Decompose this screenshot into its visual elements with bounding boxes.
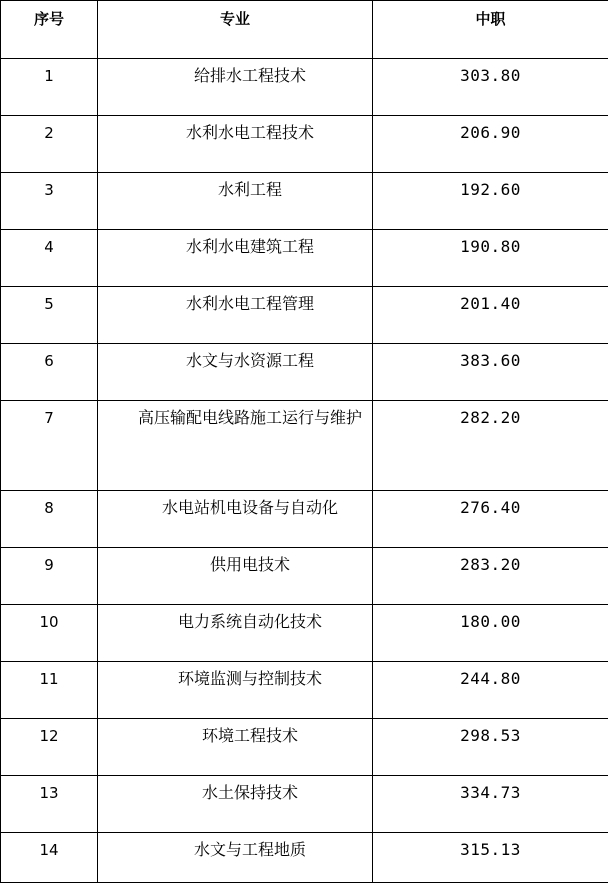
table-row xyxy=(1,491,608,548)
table-row xyxy=(1,548,608,605)
row-fee: 383.60 xyxy=(373,344,608,401)
row-seq: 14 xyxy=(1,833,98,883)
table-row xyxy=(1,833,608,883)
table-row xyxy=(1,401,608,491)
row-major: 水土保持技术 xyxy=(98,776,373,833)
table-row xyxy=(1,344,608,401)
row-major: 水利水电工程技术 xyxy=(98,116,373,173)
row-seq: 3 xyxy=(1,173,98,230)
row-fee: 244.80 xyxy=(373,662,608,719)
row-fee: 303.80 xyxy=(373,59,608,116)
row-seq: 7 xyxy=(1,401,98,491)
row-fee: 298.53 xyxy=(373,719,608,776)
row-major: 水利工程 xyxy=(98,173,373,230)
row-major: 水文与水资源工程 xyxy=(98,344,373,401)
row-seq: 13 xyxy=(1,776,98,833)
row-fee: 206.90 xyxy=(373,116,608,173)
header-fee: 中职 xyxy=(373,1,608,59)
row-seq: 12 xyxy=(1,719,98,776)
row-fee: 192.60 xyxy=(373,173,608,230)
header-seq: 序号 xyxy=(1,1,98,59)
header-major: 专业 xyxy=(98,1,373,59)
row-seq: 1 xyxy=(1,59,98,116)
row-major: 高压输配电线路施工运行与维护 xyxy=(98,401,373,491)
table-header-row xyxy=(1,1,608,59)
row-major: 环境工程技术 xyxy=(98,719,373,776)
row-seq: 5 xyxy=(1,287,98,344)
row-fee: 180.00 xyxy=(373,605,608,662)
row-seq: 9 xyxy=(1,548,98,605)
table-row xyxy=(1,59,608,116)
row-seq: 10 xyxy=(1,605,98,662)
row-fee: 283.20 xyxy=(373,548,608,605)
row-fee: 334.73 xyxy=(373,776,608,833)
row-fee: 276.40 xyxy=(373,491,608,548)
row-fee: 201.40 xyxy=(373,287,608,344)
row-major: 电力系统自动化技术 xyxy=(98,605,373,662)
row-seq: 4 xyxy=(1,230,98,287)
row-major: 水文与工程地质 xyxy=(98,833,373,883)
table-row xyxy=(1,776,608,833)
row-fee: 315.13 xyxy=(373,833,608,883)
table-row xyxy=(1,719,608,776)
row-seq: 6 xyxy=(1,344,98,401)
row-major: 供用电技术 xyxy=(98,548,373,605)
row-fee: 282.20 xyxy=(373,401,608,491)
row-fee: 190.80 xyxy=(373,230,608,287)
row-major: 水利水电建筑工程 xyxy=(98,230,373,287)
row-major: 水电站机电设备与自动化 xyxy=(98,491,373,548)
table-row xyxy=(1,662,608,719)
table-row xyxy=(1,173,608,230)
table-row xyxy=(1,116,608,173)
row-seq: 11 xyxy=(1,662,98,719)
row-seq: 2 xyxy=(1,116,98,173)
table-row xyxy=(1,605,608,662)
row-major: 环境监测与控制技术 xyxy=(98,662,373,719)
row-seq: 8 xyxy=(1,491,98,548)
row-major: 水利水电工程管理 xyxy=(98,287,373,344)
table-row xyxy=(1,230,608,287)
row-major: 给排水工程技术 xyxy=(98,59,373,116)
table-row xyxy=(1,287,608,344)
